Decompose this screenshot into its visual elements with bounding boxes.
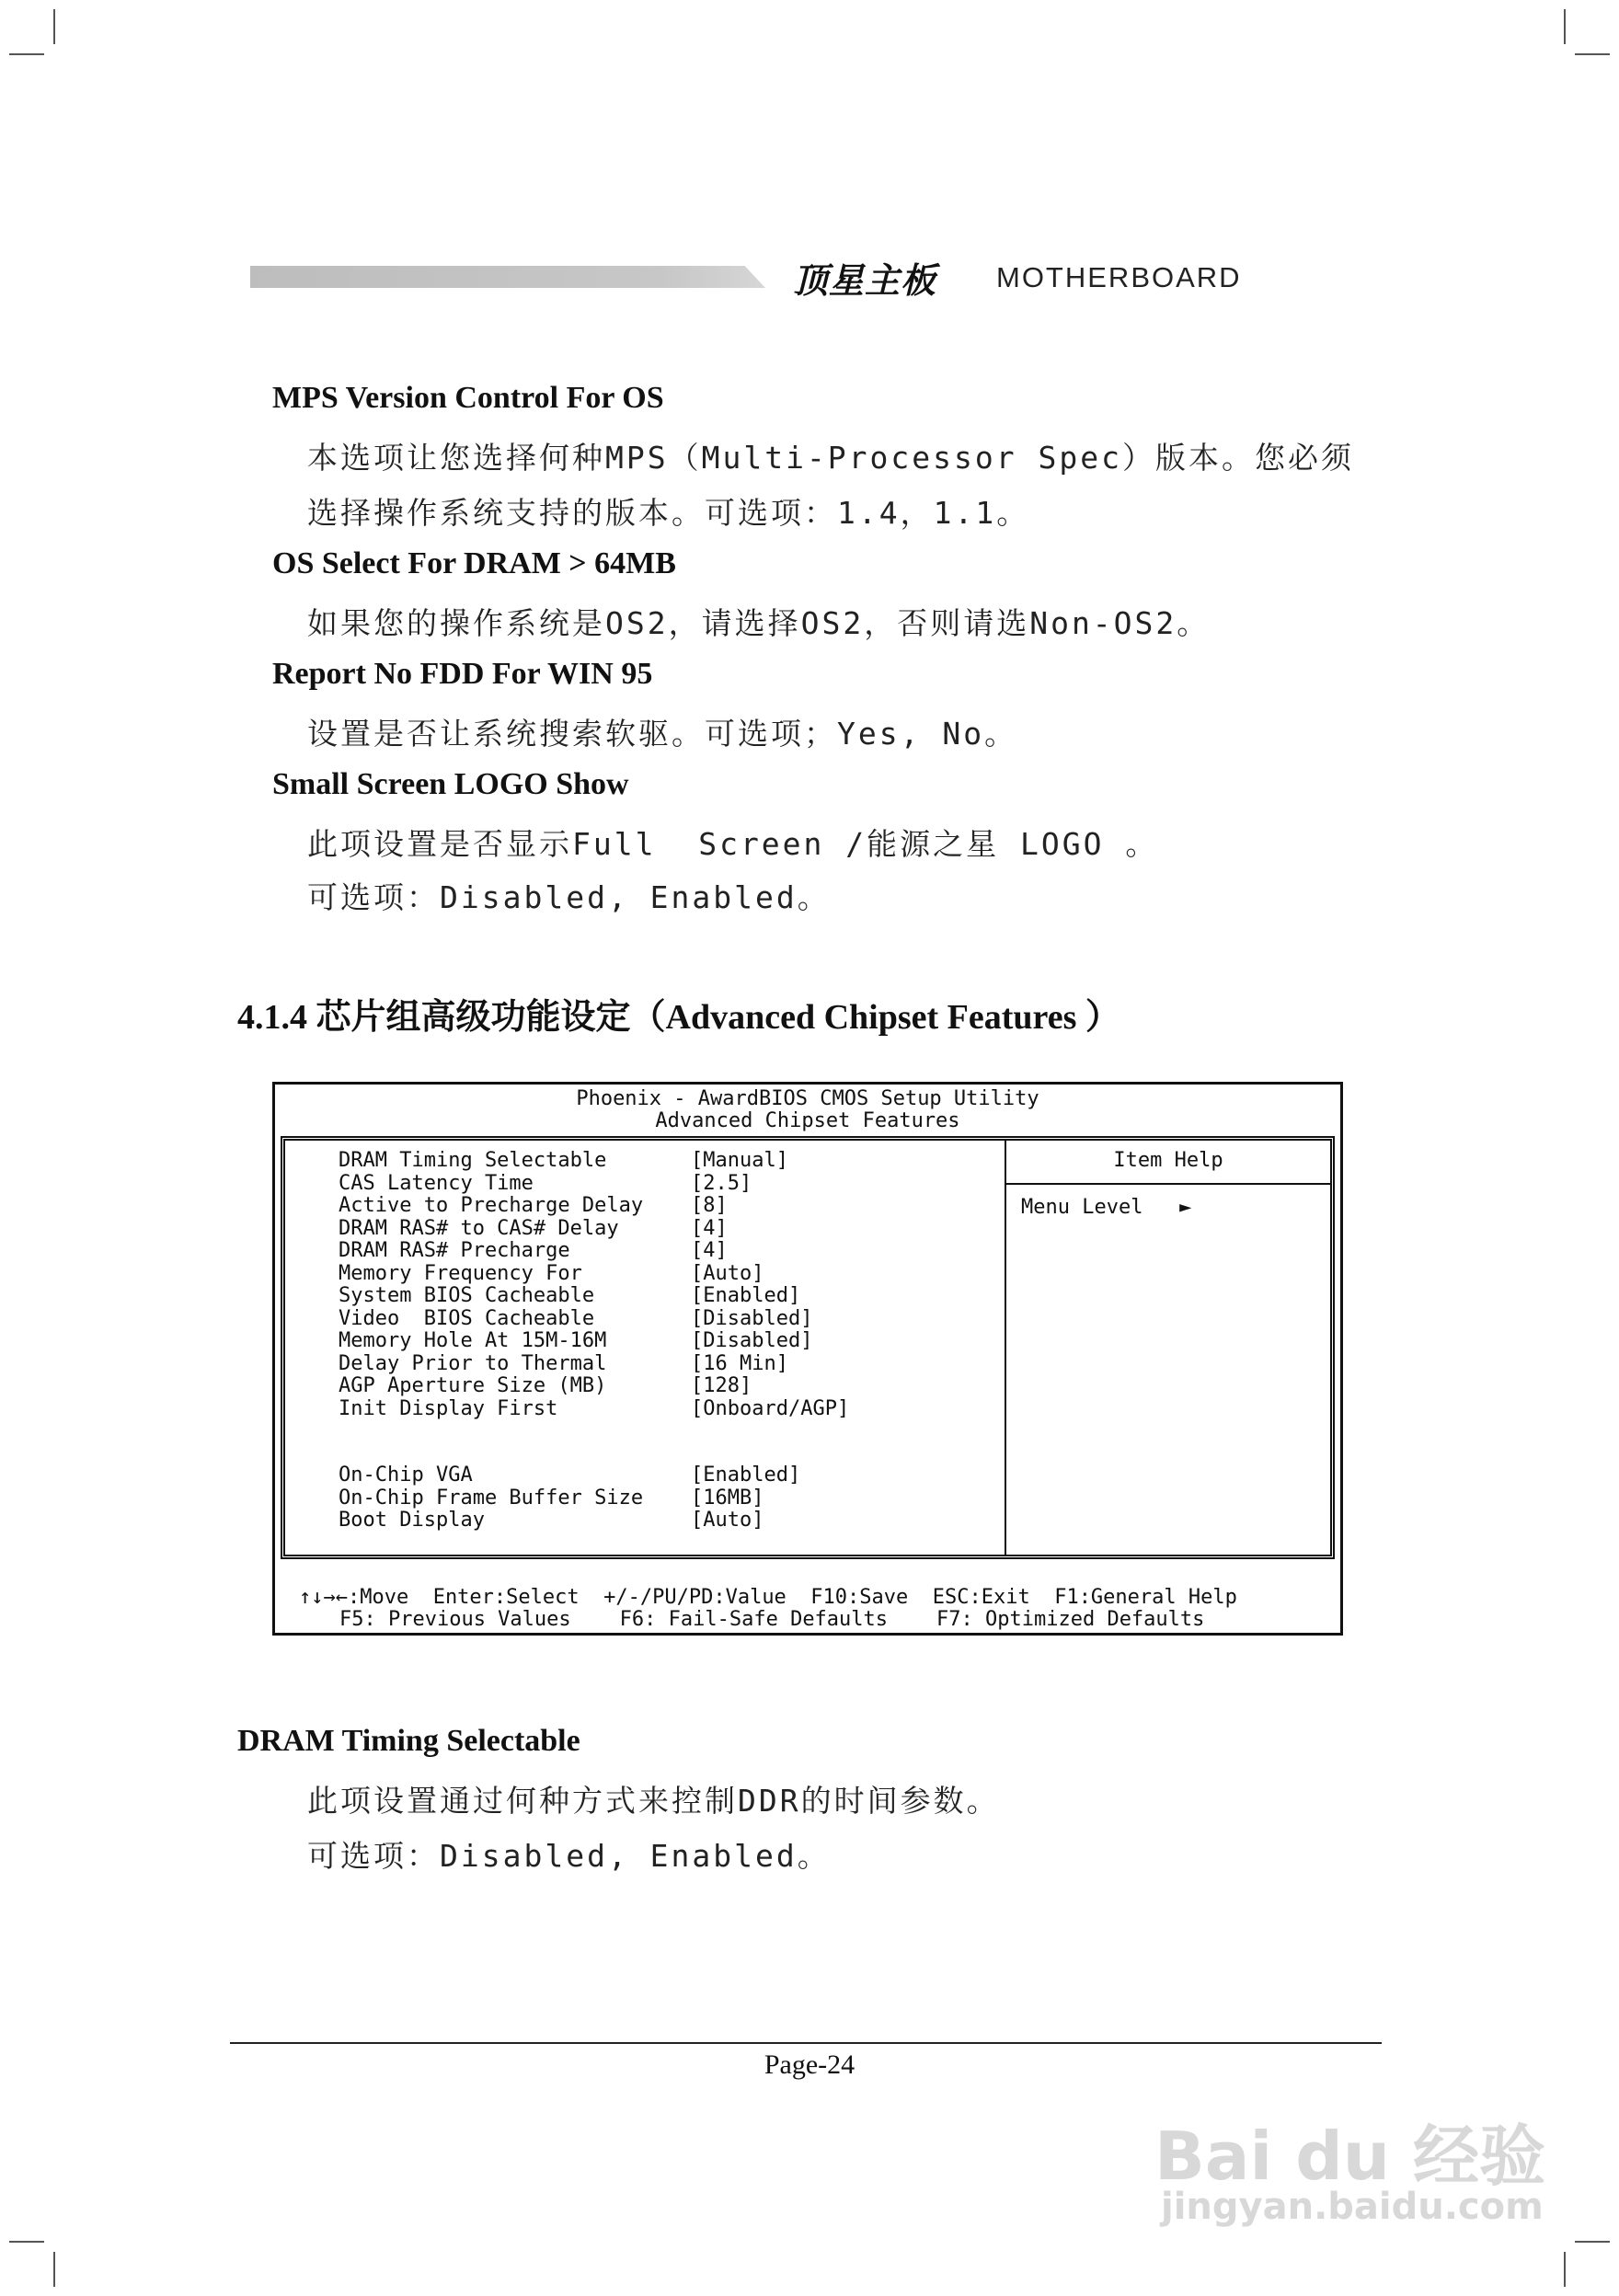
bios-row-label[interactable]: On-Chip Frame Buffer Size	[339, 1486, 644, 1510]
item-text-mps-1: 本选项让您选择何种MPS（Multi-Processor Spec）版本。您必须	[307, 440, 1354, 476]
crop-mark-top-right-v	[1564, 9, 1566, 44]
bios-panel	[281, 1136, 1335, 1559]
bios-row-value[interactable]: [4]	[691, 1239, 728, 1262]
bios-row-label[interactable]: DRAM RAS# Precharge	[339, 1239, 570, 1262]
bios-row-value[interactable]: [16 Min]	[691, 1351, 788, 1375]
section-heading: 4.1.4 芯片组高级功能设定（Advanced Chipset Features ）	[237, 998, 1120, 1037]
watermark-url: jingyan.baidu.com	[1161, 2186, 1544, 2228]
bios-title: Phoenix - AwardBIOS CMOS Setup Utility	[576, 1087, 1039, 1110]
bios-row-label[interactable]: DRAM RAS# to CAS# Delay	[339, 1216, 619, 1240]
bios-row-label[interactable]: Memory Frequency For	[339, 1261, 582, 1285]
brand-subtitle: MOTHERBOARD	[996, 261, 1242, 293]
bios-row-label[interactable]: CAS Latency Time	[339, 1171, 534, 1195]
item-text-dram-timing-2: 可选项：Disabled, Enabled。	[307, 1838, 831, 1874]
bios-help-title: Item Help	[1006, 1141, 1330, 1185]
item-title-mps: MPS Version Control For OS	[272, 381, 664, 415]
bios-row-value[interactable]: [8]	[691, 1194, 728, 1217]
item-title-dram-timing: DRAM Timing Selectable	[237, 1724, 580, 1758]
item-title-os-select: OS Select For DRAM > 64MB	[272, 546, 676, 580]
crop-mark-bottom-left-h	[9, 2241, 44, 2243]
page-number: Page-24	[764, 2049, 855, 2080]
bios-row-label[interactable]: On-Chip VGA	[339, 1464, 473, 1487]
bios-row-label[interactable]: Active to Precharge Delay	[339, 1194, 644, 1217]
item-text-logo-2: 可选项：Disabled, Enabled。	[307, 879, 831, 915]
bios-row-value[interactable]: [Enabled]	[691, 1464, 801, 1487]
bios-settings-list	[285, 1141, 1006, 1555]
bios-footer-keys: ↑↓→←:Move Enter:Select +/-/PU/PD:Value F10:Save ESC:Exit F1:General Help	[299, 1586, 1237, 1609]
bios-screenshot	[272, 1082, 1343, 1636]
bios-row-label[interactable]: Delay Prior to Thermal	[339, 1351, 607, 1375]
bios-row-label[interactable]: Boot Display	[339, 1509, 485, 1532]
bios-subtitle: Advanced Chipset Features	[655, 1109, 960, 1132]
bios-row-value[interactable]: [2.5]	[691, 1171, 752, 1195]
crop-mark-top-left-v	[53, 9, 55, 44]
bios-row-value[interactable]: [Auto]	[691, 1261, 764, 1285]
crop-mark-bottom-right-h	[1575, 2241, 1610, 2243]
bios-row-label[interactable]: Init Display First	[339, 1396, 558, 1420]
bios-row-label[interactable]: System BIOS Cacheable	[339, 1284, 595, 1307]
item-text-logo-1: 此项设置是否显示Full Screen /能源之星 LOGO 。	[307, 826, 1159, 862]
bios-row-label[interactable]: DRAM Timing Selectable	[339, 1149, 607, 1172]
footer-rule	[230, 2042, 1382, 2044]
bios-footer-functions: F5: Previous Values F6: Fail-Safe Defaults F7: Optimized Defaults	[339, 1608, 1205, 1631]
crop-mark-top-right-h	[1575, 53, 1610, 55]
watermark-brand: Bai du 经验	[1154, 2118, 1546, 2195]
bios-row-value[interactable]: [Onboard/AGP]	[691, 1396, 850, 1420]
item-title-report-fdd: Report No FDD For WIN 95	[272, 657, 653, 691]
bios-row-value[interactable]: [4]	[691, 1216, 728, 1240]
item-title-logo: Small Screen LOGO Show	[272, 767, 629, 801]
bios-row-label[interactable]: Memory Hole At 15M-16M	[339, 1329, 607, 1352]
item-text-mps-2: 选择操作系统支持的版本。可选项：1.4，1.1。	[307, 495, 1030, 531]
bios-row-value[interactable]: [Enabled]	[691, 1284, 801, 1307]
item-text-os-select: 如果您的操作系统是OS2，请选择OS2，否则请选Non-OS2。	[307, 605, 1211, 641]
brand-logo: 顶星主板	[793, 260, 937, 301]
crop-mark-bottom-left-v	[53, 2252, 55, 2287]
bios-row-label[interactable]: Video BIOS Cacheable	[339, 1306, 595, 1330]
header-bar	[250, 266, 765, 288]
bios-menu-level: Menu Level ►	[1021, 1196, 1192, 1219]
item-text-report-fdd: 设置是否让系统搜索软驱。可选项；Yes, No。	[307, 716, 1018, 752]
item-text-dram-timing-1: 此项设置通过何种方式来控制DDR的时间参数。	[307, 1783, 1000, 1819]
crop-mark-top-left-h	[9, 53, 44, 55]
bios-row-value[interactable]: [128]	[691, 1374, 752, 1397]
crop-mark-bottom-right-v	[1564, 2252, 1566, 2287]
bios-row-value[interactable]: [Disabled]	[691, 1329, 813, 1352]
bios-row-label[interactable]: AGP Aperture Size (MB)	[339, 1374, 607, 1397]
bios-row-value[interactable]: [Manual]	[691, 1149, 788, 1172]
bios-row-value[interactable]: [Auto]	[691, 1509, 764, 1532]
bios-row-value[interactable]: [Disabled]	[691, 1306, 813, 1330]
bios-row-value[interactable]: [16MB]	[691, 1486, 764, 1510]
